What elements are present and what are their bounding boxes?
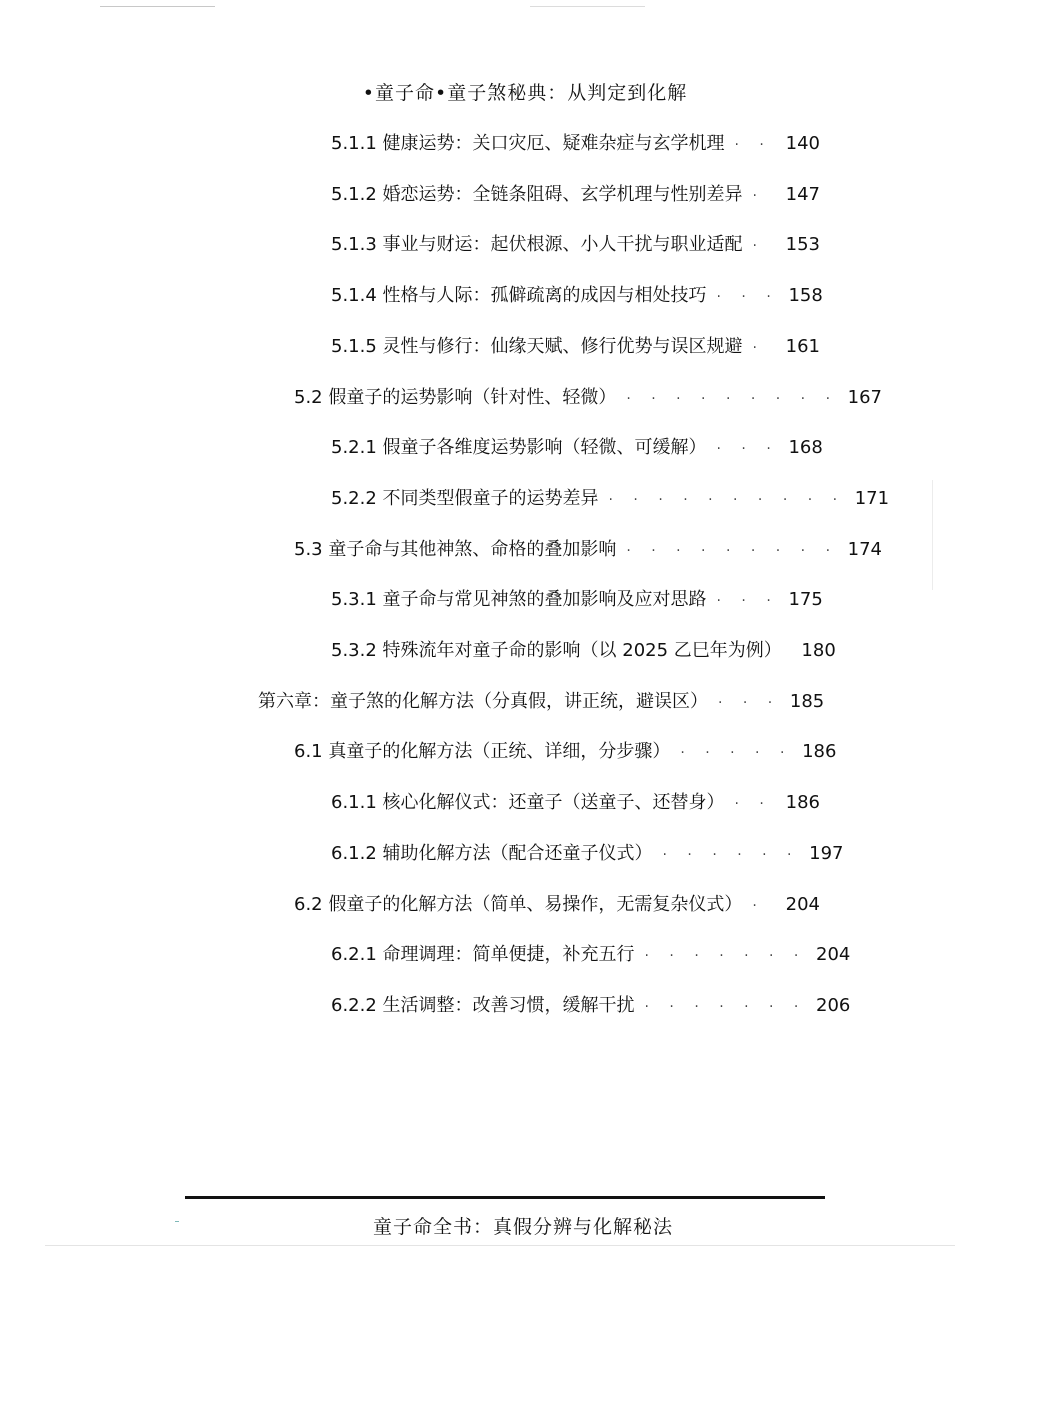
toc-entry-label: 5.1.5 灵性与修行：仙缘天赋、修行优势与误区规避 [331,335,743,357]
toc-entry-page-number: 175 [788,589,823,611]
toc-entry-label: 5.2.1 假童子各维度运势影响（轻微、可缓解） [331,437,707,459]
toc-leader-dots: · · · · · [680,745,793,762]
toc-leader-dots: · · · · · · · [644,998,807,1015]
toc-leader-dots: · · · · · · · · · [626,542,839,559]
toc-entry-page-number: 197 [809,842,844,864]
toc-leader-dots: · · · [716,441,779,458]
toc-entry-label: 6.2.2 生活调整：改善习惯，缓解干扰 [331,994,635,1016]
toc-entry [331,638,836,664]
toc-entry-page-number: 158 [788,285,823,307]
toc-entry-page-number: 174 [847,538,883,560]
toc-entry [331,841,844,868]
footer-edge-line [45,1245,955,1246]
toc-entry-label: 5.2 假童子的运势影响（针对性、轻微） [294,386,617,408]
toc-leader-dots: · [752,339,765,356]
toc-entry [331,993,851,1020]
toc-entry-page-number: 161 [785,335,820,357]
toc-leader-dots: · · [734,796,772,813]
toc-entry-label: 5.3.1 童子命与常见神煞的叠加影响及应对思路 [331,589,707,611]
page-footer-title: 童子命全书：真假分辨与化解秘法 [372,1216,673,1238]
toc-entry-page-number: 204 [816,944,851,966]
toc-entry-page-number: 140 [785,133,820,154]
toc-entry-page-number: 180 [801,640,836,661]
toc-leader-dots: · [752,897,765,914]
toc-leader-dots: · · [734,137,772,153]
toc-entry-page-number: 168 [788,437,823,459]
toc-entry-page-number: 171 [854,487,890,509]
toc-entry [294,739,837,766]
toc-entry [294,892,820,919]
toc-entry-page-number: 204 [785,893,820,915]
toc-entry-page-number: 206 [816,994,851,1016]
toc-entry-label: 5.1.1 健康运势：关口灾厄、疑难杂症与玄学机理 [331,133,725,154]
toc-entry-label: 5.1.4 性格与人际：孤僻疏离的成因与相处技巧 [331,285,707,307]
toc-entry-label: 6.1.2 辅助化解方法（配合还童子仪式） [331,842,653,864]
toc-leader-dots: · [752,187,765,204]
toc-entry [331,182,820,209]
toc-leader-dots: · · · · · · [662,846,800,863]
toc-leader-dots: · · · · · · · [644,948,807,965]
toc-entry [331,435,823,462]
toc-entry-label: 5.1.2 婚恋运势：全链条阻碍、玄学机理与性别差异 [331,183,743,205]
toc-leader-dots: · [752,238,765,255]
scan-edge-mark [932,480,933,590]
toc-entry-label: 5.3 童子命与其他神煞、命格的叠加影响 [294,538,617,560]
toc-entry-page-number: 153 [785,234,820,256]
toc-entry-label: 5.1.3 事业与财运：起伏根源、小人干扰与职业适配 [331,234,743,256]
toc-entry-label: 6.1.1 核心化解仪式：还童子（送童子、还替身） [331,792,725,814]
toc-entry [294,385,883,412]
toc-entry [331,587,823,614]
toc-leader-dots: · · · · · · · · · [626,390,839,407]
toc-entry [331,131,820,158]
toc-entry-page-number: 186 [802,741,837,763]
toc-leader-dots: · · · [716,289,779,306]
toc-entry [331,232,820,259]
toc-entry-page-number: 167 [847,386,883,408]
toc-entry [331,283,823,310]
toc-entry [258,689,825,716]
page-header-title: •童子命•童子煞秘典：从判定到化解 [362,82,688,104]
toc-entry [331,334,820,361]
toc-entry-label: 6.2.1 命理调理：简单便捷，补充五行 [331,944,635,966]
footer-divider [185,1196,825,1199]
toc-entry-label: 6.1 真童子的化解方法（正统、详细，分步骤） [294,741,671,763]
toc-entry [294,537,883,564]
toc-entry-page-number: 185 [789,690,825,712]
toc-entry-label: 6.2 假童子的化解方法（简单、易操作，无需复杂仪式） [294,893,743,915]
toc-entry [331,790,820,817]
toc-entry-label: 5.3.2 特殊流年对童子命的影响（以 2025 乙巳年为例） [331,640,782,661]
toc-entry-label: 第六章：童子煞的化解方法（分真假，讲正统，避误区） [258,690,708,712]
toc-leader-dots: · · · [718,694,781,711]
toc-leader-dots: · · · [716,593,779,610]
toc-entry [331,486,890,513]
toc-entry [331,942,851,969]
toc-entry-page-number: 147 [785,183,820,205]
toc-leader-dots: · · · · · · · · · · [608,491,846,508]
toc-entry-page-number: 186 [785,792,820,814]
toc-entry-label: 5.2.2 不同类型假童子的运势差异 [331,487,599,509]
